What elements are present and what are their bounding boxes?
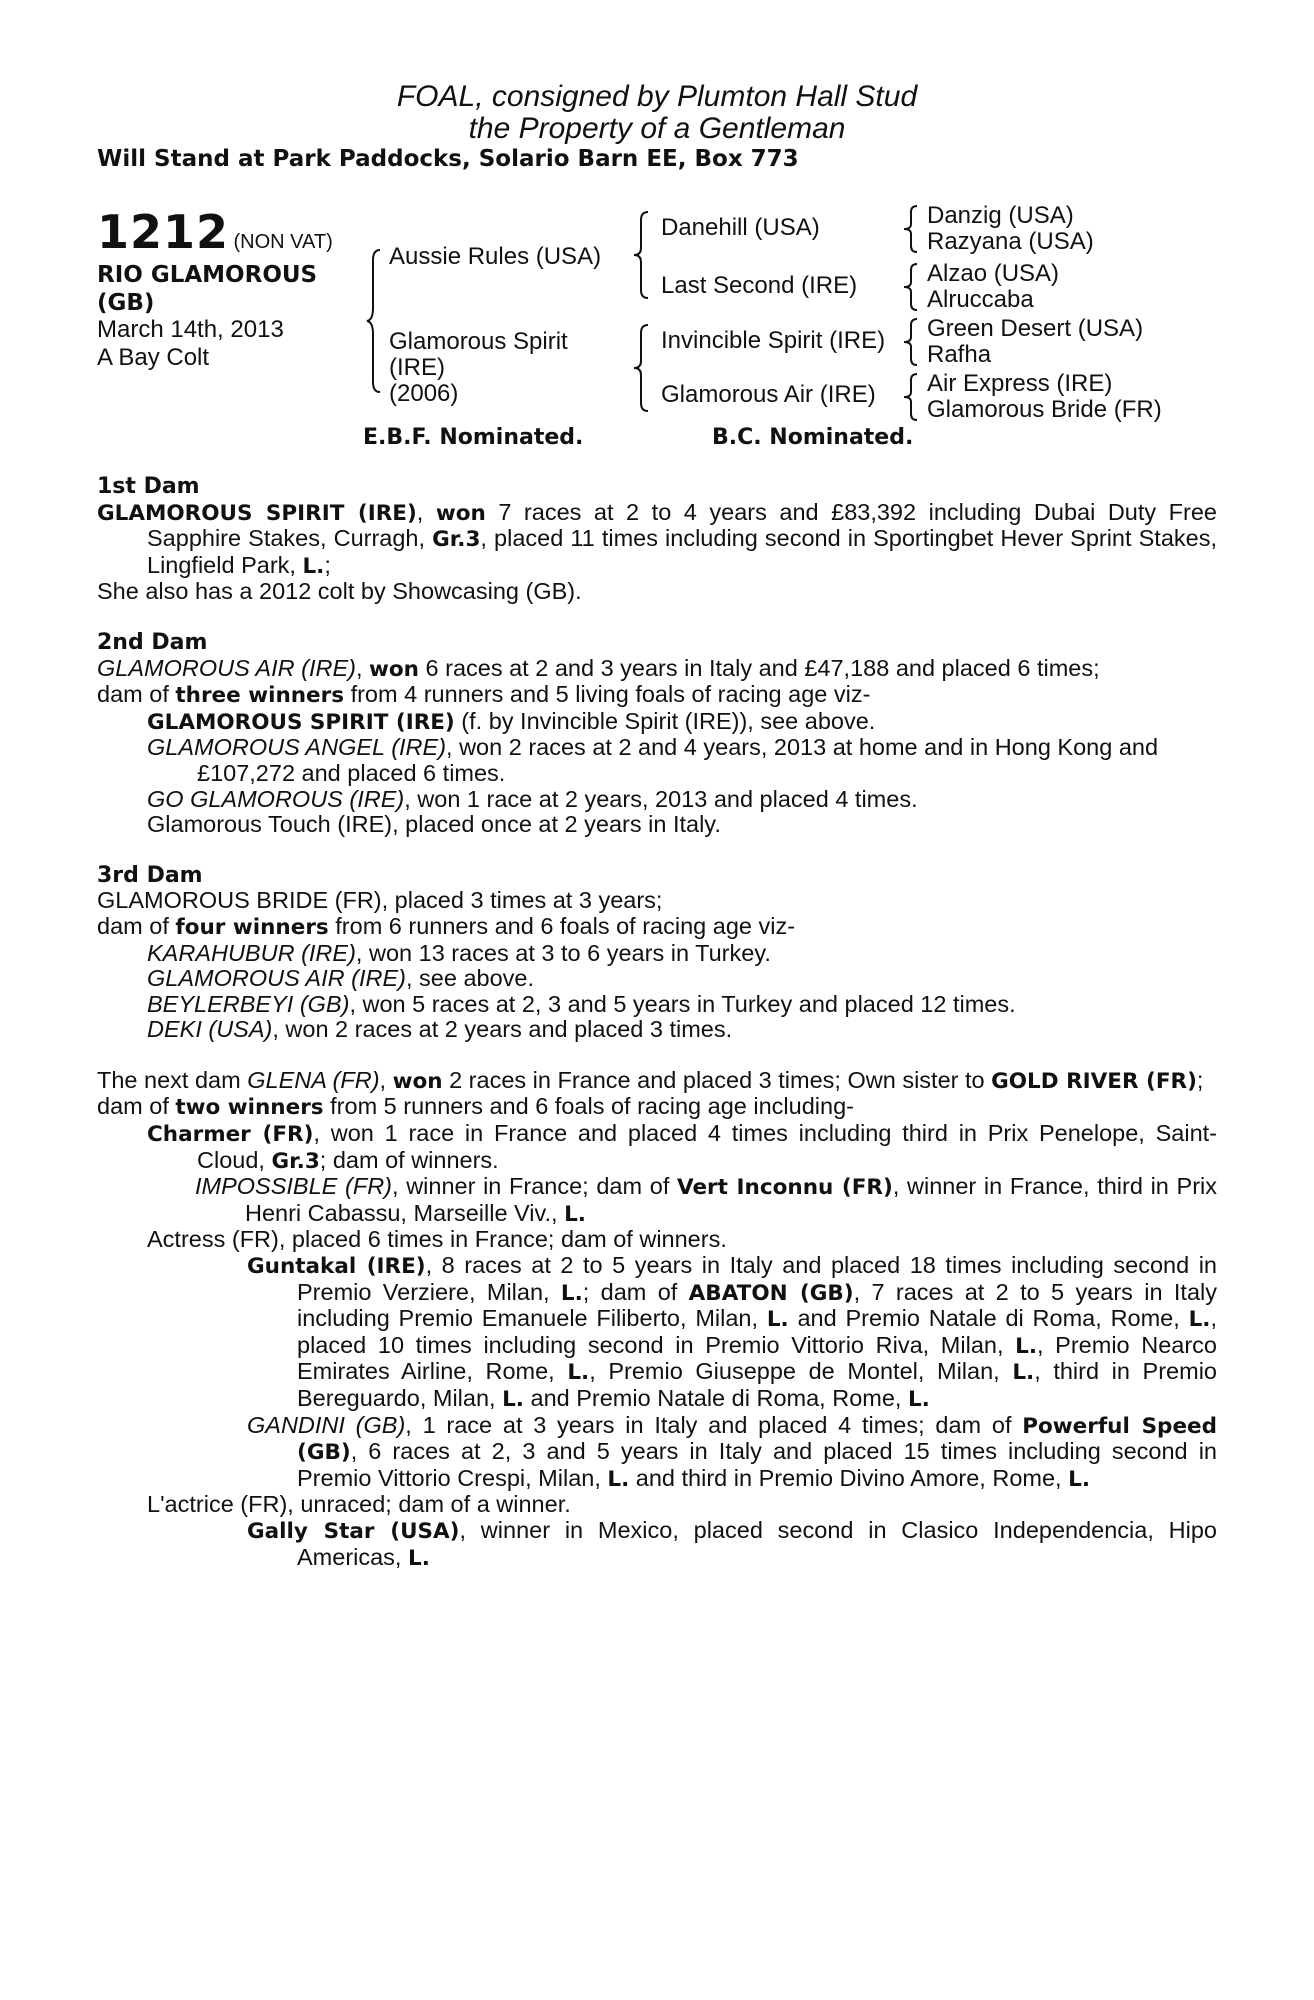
- offspring-name: GO GLAMOROUS (IRE): [147, 785, 405, 812]
- brace-ds: [903, 317, 919, 367]
- brace-ss: [903, 204, 919, 254]
- next-dam-text: 2 races in France and placed 3 times; Own sister to: [442, 1066, 992, 1093]
- listed-label: L.: [564, 1201, 586, 1227]
- dsd: Rafha: [927, 341, 992, 368]
- second-dam-text: 6 races at 2 and 3 years in Italy and £47,188 and placed 6 times;: [418, 654, 1100, 681]
- first-dam-name: GLAMOROUS SPIRIT (IRE): [97, 500, 417, 526]
- offspring-text: , won 13 races at 3 to 6 years in Turkey.: [355, 939, 771, 966]
- offspring-text: and Premio Natale di Roma, Rome,: [523, 1385, 908, 1411]
- foaling-date: March 14th, 2013: [97, 316, 284, 343]
- third-dam-produce: [97, 914, 1217, 941]
- lot-number-block: [97, 205, 333, 259]
- dam-sire: Invincible Spirit (IRE): [661, 327, 886, 354]
- offspring-entry: [97, 1253, 1217, 1413]
- sss: Danzig (USA): [927, 202, 1074, 229]
- offspring-entry: [97, 941, 1217, 967]
- sdd: Alruccaba: [927, 286, 1034, 313]
- sire-sire: Danehill (USA): [661, 214, 820, 241]
- third-dam-heading: 3rd Dam: [97, 862, 203, 888]
- offspring-text: , 6 races at 2, 3 and 5 years in Italy and placed 15 times including second in Premio Vittorio Crespi, Milan,: [297, 1438, 1217, 1491]
- first-dam-won: won: [435, 500, 486, 526]
- dam-of-text: dam of: [97, 1093, 176, 1120]
- offspring-text: , won 2 races at 2 years and placed 3 times.: [272, 1016, 733, 1043]
- grade-label: Gr.3: [271, 1148, 320, 1174]
- offspring-text: , placed 10 times including second in Premio Vittorio Riva, Milan,: [297, 1305, 1217, 1358]
- sire-brace: [632, 210, 650, 300]
- offspring-entry: [97, 1413, 1217, 1493]
- offspring-text: ; dam of: [582, 1278, 689, 1305]
- offspring-text: and Premio Natale di Roma, Rome,: [788, 1305, 1189, 1332]
- horse-country: (GB): [97, 290, 155, 316]
- offspring-entry: [97, 787, 1217, 813]
- second-dam-record: GLAMOROUS AIR (IRE), won 6 races at 2 and 3 years in Italy and £47,188 and placed 6 times;: [97, 654, 1100, 682]
- offspring-entry: Actress (FR), placed 6 times in France; dam of winners.: [147, 1226, 727, 1253]
- next-dam-won: won: [392, 1068, 443, 1094]
- second-dam-text: from 4 runners and 5 living foals of racing age viz-: [344, 681, 871, 708]
- horse-name: RIO GLAMOROUS: [97, 262, 318, 288]
- second-dam-heading: 2nd Dam: [97, 629, 208, 655]
- first-dam-record: GLAMOROUS SPIRIT (IRE), won 7 races at 2 to 4 years and £83,392 including Dubai Duty Free Sapphire Stakes, Curragh, Gr.3, placed 11 times including second in Sportingbet Hever Sprint Stakes, Lingfield Park, L.;: [97, 498, 1218, 579]
- ssd: Razyana (USA): [927, 228, 1094, 255]
- first-dam-text: ;: [324, 551, 331, 578]
- offspring-entry: [97, 735, 1217, 786]
- offspring-text: , winner in France, third in Prix Henri Cabassu, Marseille Viv.,: [245, 1173, 1217, 1226]
- offspring-text: , 7 races at 2 to 5 years in Italy including Premio Emanuele Filiberto, Milan,: [297, 1278, 1217, 1332]
- listed-label: L.: [1068, 1466, 1090, 1492]
- offspring-entry: [97, 966, 1217, 992]
- brace-sd: [903, 262, 919, 312]
- offspring-entry: [97, 709, 1217, 736]
- offspring-entry: L'actrice (FR), unraced; dam of a winner.: [147, 1491, 571, 1518]
- offspring-text: , see above.: [405, 965, 535, 992]
- ddd: Glamorous Bride (FR): [927, 396, 1162, 423]
- offspring-entry: [97, 1017, 1217, 1043]
- first-dam-heading: 1st Dam: [97, 474, 200, 499]
- listed-label: L.: [1188, 1307, 1211, 1333]
- lot-number: 1212: [97, 205, 230, 259]
- offspring-name: Powerful Speed (GB): [297, 1413, 1217, 1466]
- offspring-name: GLAMOROUS ANGEL (IRE): [147, 734, 447, 761]
- offspring-name: Guntakal (IRE): [247, 1254, 426, 1280]
- offspring-name: DEKI (USA): [147, 1016, 273, 1043]
- offspring-text: , won 5 races at 2, 3 and 5 years in Turkey and placed 12 times.: [349, 990, 1016, 1017]
- horse-description: A Bay Colt: [97, 344, 210, 371]
- second-dam-produce: [97, 682, 1217, 709]
- offspring-entry: [97, 1121, 1217, 1174]
- listed-label: L.: [567, 1360, 590, 1386]
- property-line: the Property of a Gentleman: [468, 112, 846, 145]
- next-dam-produce: [97, 1094, 1217, 1121]
- ebf-nominated: E.B.F. Nominated.: [363, 425, 584, 450]
- offspring-name: GLAMOROUS AIR (IRE): [147, 965, 406, 992]
- offspring-text: , 1 race at 3 years in Italy and placed 4 times; dam of: [405, 1411, 1023, 1438]
- offspring-entry: [97, 1174, 1217, 1227]
- offspring-name: Charmer (FR): [147, 1122, 314, 1148]
- offspring-name: IMPOSSIBLE (FR): [195, 1173, 392, 1200]
- grade-label: Gr.3: [432, 527, 481, 553]
- listed-label: L.: [907, 1387, 930, 1412]
- dam-of-text: dam of: [97, 912, 176, 939]
- second-dam-won: won: [369, 656, 419, 682]
- listed-label: L.: [1012, 1360, 1035, 1386]
- next-dam-text: from 5 runners and 6 foals of racing age including-: [323, 1093, 854, 1120]
- dam-country: (IRE): [389, 354, 445, 381]
- sds: Alzao (USA): [927, 260, 1060, 287]
- offspring-text: , won 2 races at 2 and 4 years, 2013 at home and in Hong Kong and £107,272 and placed 6 times.: [197, 734, 1159, 786]
- sire: Aussie Rules (USA): [389, 243, 602, 270]
- dam-name: Glamorous Spirit: [389, 328, 568, 355]
- offspring-text: , winner in France; dam of: [392, 1173, 678, 1200]
- brace-dd: [903, 372, 919, 422]
- own-sister-name: GOLD RIVER (FR): [991, 1068, 1197, 1094]
- next-dam-record: The next dam GLENA (FR), won 2 races in France and placed 3 times; Own sister to GOLD RIVER (FR);: [97, 1066, 1204, 1094]
- offspring-text: , third in Premio Bereguardo, Milan,: [297, 1358, 1217, 1411]
- listed-label: L.: [607, 1466, 630, 1492]
- listed-label: L.: [502, 1387, 524, 1412]
- offspring-text: , Premio Giuseppe de Montel, Milan,: [589, 1358, 1013, 1385]
- offspring-text: ; dam of winners.: [319, 1146, 499, 1173]
- offspring-text: , winner in Mexico, placed second in Clasico Independencia, Hipo Americas,: [297, 1516, 1217, 1570]
- bc-nominated: B.C. Nominated.: [712, 425, 914, 450]
- offspring-name: BEYLERBEYI (GB): [147, 990, 350, 1017]
- third-dam-text: from 6 runners and 6 foals of racing age viz-: [328, 912, 796, 939]
- dds: Air Express (IRE): [927, 370, 1113, 397]
- listed-label: L.: [560, 1280, 583, 1306]
- first-dam-text: 7 races at 2 to 4 years and £83,392 including Dubai Duty Free Sapphire Stakes, Curragh,: [147, 498, 1218, 552]
- dam-of-text: dam of: [97, 681, 176, 708]
- dam-brace: [632, 323, 650, 413]
- listed-label: L.: [766, 1307, 789, 1333]
- consignor-line: FOAL, consigned by Plumton Hall Stud: [396, 80, 918, 113]
- offspring-name: GLAMOROUS SPIRIT (IRE): [147, 709, 455, 735]
- offspring-text: , Premio Nearco Emirates Airline, Rome,: [297, 1331, 1217, 1385]
- offspring-name: Vert Inconnu (FR): [677, 1175, 893, 1201]
- offspring-entry: Glamorous Touch (IRE), placed once at 2 years in Italy.: [147, 811, 721, 838]
- stand-location: Will Stand at Park Paddocks, Solario Barn EE, Box 773: [97, 146, 799, 172]
- sire-dam: Last Second (IRE): [661, 272, 858, 299]
- sire-dam-brace: [366, 248, 382, 394]
- dam-year: (2006): [389, 380, 459, 407]
- offspring-name: KARAHUBUR (IRE): [147, 939, 356, 966]
- offspring-name: Gally Star (USA): [247, 1518, 460, 1544]
- next-dam-name: GLENA (FR): [247, 1066, 380, 1093]
- offspring-entry: [97, 1518, 1217, 1571]
- dss: Green Desert (USA): [927, 315, 1144, 342]
- offspring-text: , won 1 race in France and placed 4 times including third in Prix Penelope, Saint-Cloud,: [197, 1120, 1217, 1173]
- offspring-text: (f. by Invincible Spirit (IRE)), see above.: [454, 707, 876, 734]
- offspring-text: , 8 races at 2 to 5 years in Italy and placed 18 times including second in Premio Verziere, Milan,: [297, 1252, 1217, 1305]
- offspring-name: ABATON (GB): [688, 1280, 854, 1306]
- third-dam-record: GLAMOROUS BRIDE (FR), placed 3 times at 3 years;: [97, 887, 663, 914]
- catalogue-body: [97, 474, 1217, 1571]
- listed-label: L.: [408, 1545, 430, 1571]
- offspring-entry: [97, 992, 1217, 1018]
- second-dam-name: GLAMOROUS AIR (IRE): [97, 654, 356, 681]
- first-dam-text: , placed 11 times including second in Sportingbet Hever Sprint Stakes, Lingfield Park,: [147, 525, 1217, 578]
- listed-label: L.: [302, 553, 325, 579]
- offspring-text: , won 1 race at 2 years, 2013 and placed 4 times.: [404, 785, 918, 812]
- vat-status: (NON VAT): [233, 231, 333, 253]
- offspring-text: and third in Premio Divino Amore, Rome,: [629, 1464, 1069, 1491]
- next-dam-text: ;: [1196, 1066, 1204, 1093]
- winners-count: three winners: [175, 683, 345, 709]
- offspring-name: GANDINI (GB): [247, 1411, 406, 1438]
- first-dam-also: She also has a 2012 colt by Showcasing (GB).: [97, 578, 582, 605]
- winners-count: four winners: [175, 914, 329, 940]
- dam-dam: Glamorous Air (IRE): [661, 381, 876, 408]
- winners-count: two winners: [175, 1095, 324, 1121]
- next-dam-text: The next dam: [97, 1066, 248, 1093]
- listed-label: L.: [1015, 1333, 1037, 1359]
